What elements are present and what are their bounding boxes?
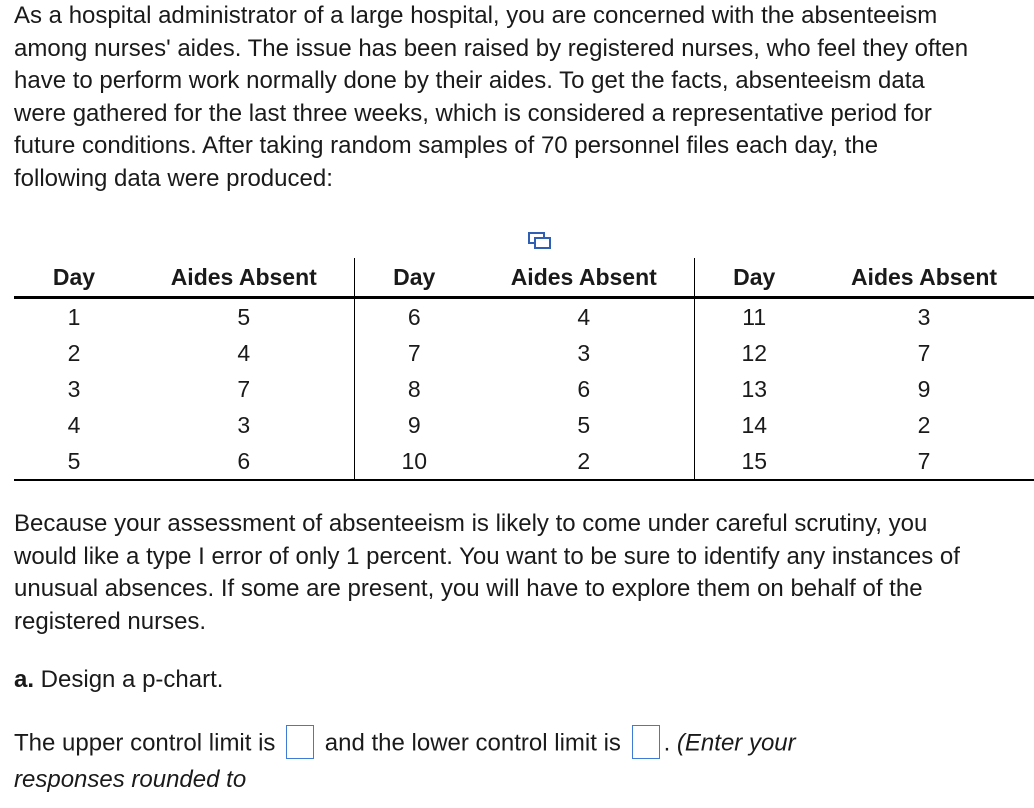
cell-aides-absent: 6 xyxy=(474,371,694,407)
cell-aides-absent: 2 xyxy=(474,443,694,480)
cell-day: 2 xyxy=(67,339,81,366)
cell-aides-absent: 5 xyxy=(134,298,354,336)
col-header-aides-absent-2: Aides Absent xyxy=(474,258,694,298)
part-a-prompt xyxy=(14,664,223,696)
cell-aides-absent: 9 xyxy=(917,375,931,402)
cell-aides-absent: 4 xyxy=(134,335,354,371)
cell-day: 11 xyxy=(742,303,767,330)
control-limit-answer xyxy=(14,727,796,761)
col-header-day-1: Day xyxy=(14,258,134,298)
absence-data-table xyxy=(14,258,998,482)
cell-day: 15 xyxy=(694,443,814,480)
cell-day: 5 xyxy=(14,443,134,480)
table-row xyxy=(14,443,1034,480)
cell-aides-absent: 2 xyxy=(917,411,931,438)
copy-icon[interactable] xyxy=(528,232,552,250)
cell-day: 14 xyxy=(741,411,768,438)
cell-aides-absent: 7 xyxy=(814,443,1034,480)
col-header-aides-absent-1: Aides Absent xyxy=(134,258,354,298)
cell-day: 10 xyxy=(354,443,474,480)
col-header-day-2: Day xyxy=(354,258,474,298)
answer-instruction: (Enter your xyxy=(676,729,796,757)
part-a-label: a. xyxy=(14,666,35,693)
table-row xyxy=(14,371,1034,407)
cell-day: 6 xyxy=(407,303,421,330)
cell-aides-absent: 3 xyxy=(134,407,354,443)
col-header-day-3: Day xyxy=(694,258,814,298)
lcl-prefix: and the lower control limit is xyxy=(324,729,628,757)
answer-suffix: . xyxy=(663,729,677,757)
cell-aides-absent: 4 xyxy=(474,298,694,336)
part-a-text: Design a p-chart. xyxy=(34,666,224,693)
cell-day: 1 xyxy=(67,303,81,330)
cell-aides-absent: 7 xyxy=(134,371,354,407)
table-row xyxy=(14,335,1034,371)
cell-aides-absent: 5 xyxy=(474,407,694,443)
ucl-prefix: The upper control limit is xyxy=(14,729,283,757)
cell-aides-absent: 7 xyxy=(917,339,931,366)
cell-day: 13 xyxy=(741,375,768,402)
cell-day: 8 xyxy=(407,375,421,402)
table-header-row xyxy=(14,258,1034,298)
ucl-input[interactable] xyxy=(286,725,314,759)
cell-day: 7 xyxy=(407,339,421,366)
lcl-input[interactable] xyxy=(632,725,660,759)
table-row xyxy=(14,298,1034,336)
cell-day: 3 xyxy=(67,375,81,402)
cell-day: 12 xyxy=(741,339,768,366)
answer-instruction-continued: responses rounded to xyxy=(14,766,247,793)
table-row xyxy=(14,407,1034,443)
cell-aides-absent: 3 xyxy=(917,303,931,330)
cell-day: 4 xyxy=(67,411,81,438)
problem-intro: As a hospital administrator of a large hospital, you are concerned with the absenteeism among nurses' aides. The issue has been raised by registered nurses, who feel they often have to perform work normally done by their aides. To get the facts, absenteeism data were gathered for the last three weeks, which is considered a representative period for future conditions. After taking random samples of 70 personnel files each day, the following data were produced: xyxy=(14,2,969,192)
cell-day: 9 xyxy=(407,411,421,438)
cell-aides-absent: 6 xyxy=(134,443,354,480)
problem-context: Because your assessment of absenteeism is likely to come under careful scrutiny, you would like a type I error of only 1 percent. You want to be sure to identify any instances of unusual absences. If some are present, you will have to explore them on behalf of the registered nurses. xyxy=(14,510,960,635)
col-header-aides-absent-3: Aides Absent xyxy=(814,258,1034,298)
cell-aides-absent: 3 xyxy=(474,335,694,371)
